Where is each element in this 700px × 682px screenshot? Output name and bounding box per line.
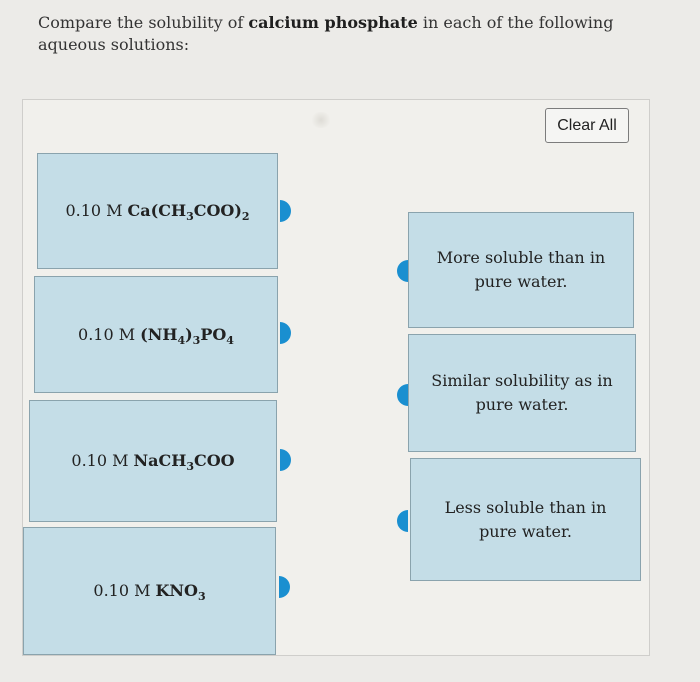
drag-item-calcium-acetate[interactable] bbox=[37, 153, 278, 269]
item-concentration: 0.10 M bbox=[93, 581, 151, 600]
target-label: Similar solubility as in pure water. bbox=[431, 371, 613, 414]
drop-target-more-soluble[interactable] bbox=[408, 212, 634, 328]
item-formula: $KNO_3$ bbox=[155, 581, 206, 603]
question-suffix: in each of the following aqueous solutions: bbox=[38, 13, 614, 54]
clear-all-button[interactable]: Clear All bbox=[545, 108, 629, 143]
item-concentration: 0.10 M bbox=[71, 451, 129, 470]
item-formula: NaCH$_3$COO bbox=[133, 451, 235, 473]
question-text bbox=[38, 12, 658, 56]
drag-item-ammonium-phosphate[interactable] bbox=[34, 276, 278, 393]
item-formula: $(NH_4)_3PO_4$ bbox=[140, 324, 234, 347]
question-bold-term: calcium phosphate bbox=[248, 13, 418, 32]
item-concentration: 0.10 M bbox=[78, 324, 136, 344]
target-label: Less soluble than in pure water. bbox=[444, 497, 607, 541]
item-concentration: 0.10 M bbox=[65, 201, 123, 220]
drop-target-less-soluble[interactable] bbox=[410, 458, 641, 581]
screen-smudge bbox=[310, 112, 332, 128]
target-label: More soluble than in pure water. bbox=[436, 248, 606, 291]
drop-target-similar-solubility[interactable] bbox=[408, 334, 636, 452]
drag-item-potassium-nitrate[interactable] bbox=[23, 527, 276, 655]
question-prefix: Compare the solubility of bbox=[38, 13, 244, 32]
drag-item-sodium-acetate[interactable] bbox=[29, 400, 277, 522]
item-formula: $Ca(CH_3COO)_2$ bbox=[127, 201, 250, 223]
